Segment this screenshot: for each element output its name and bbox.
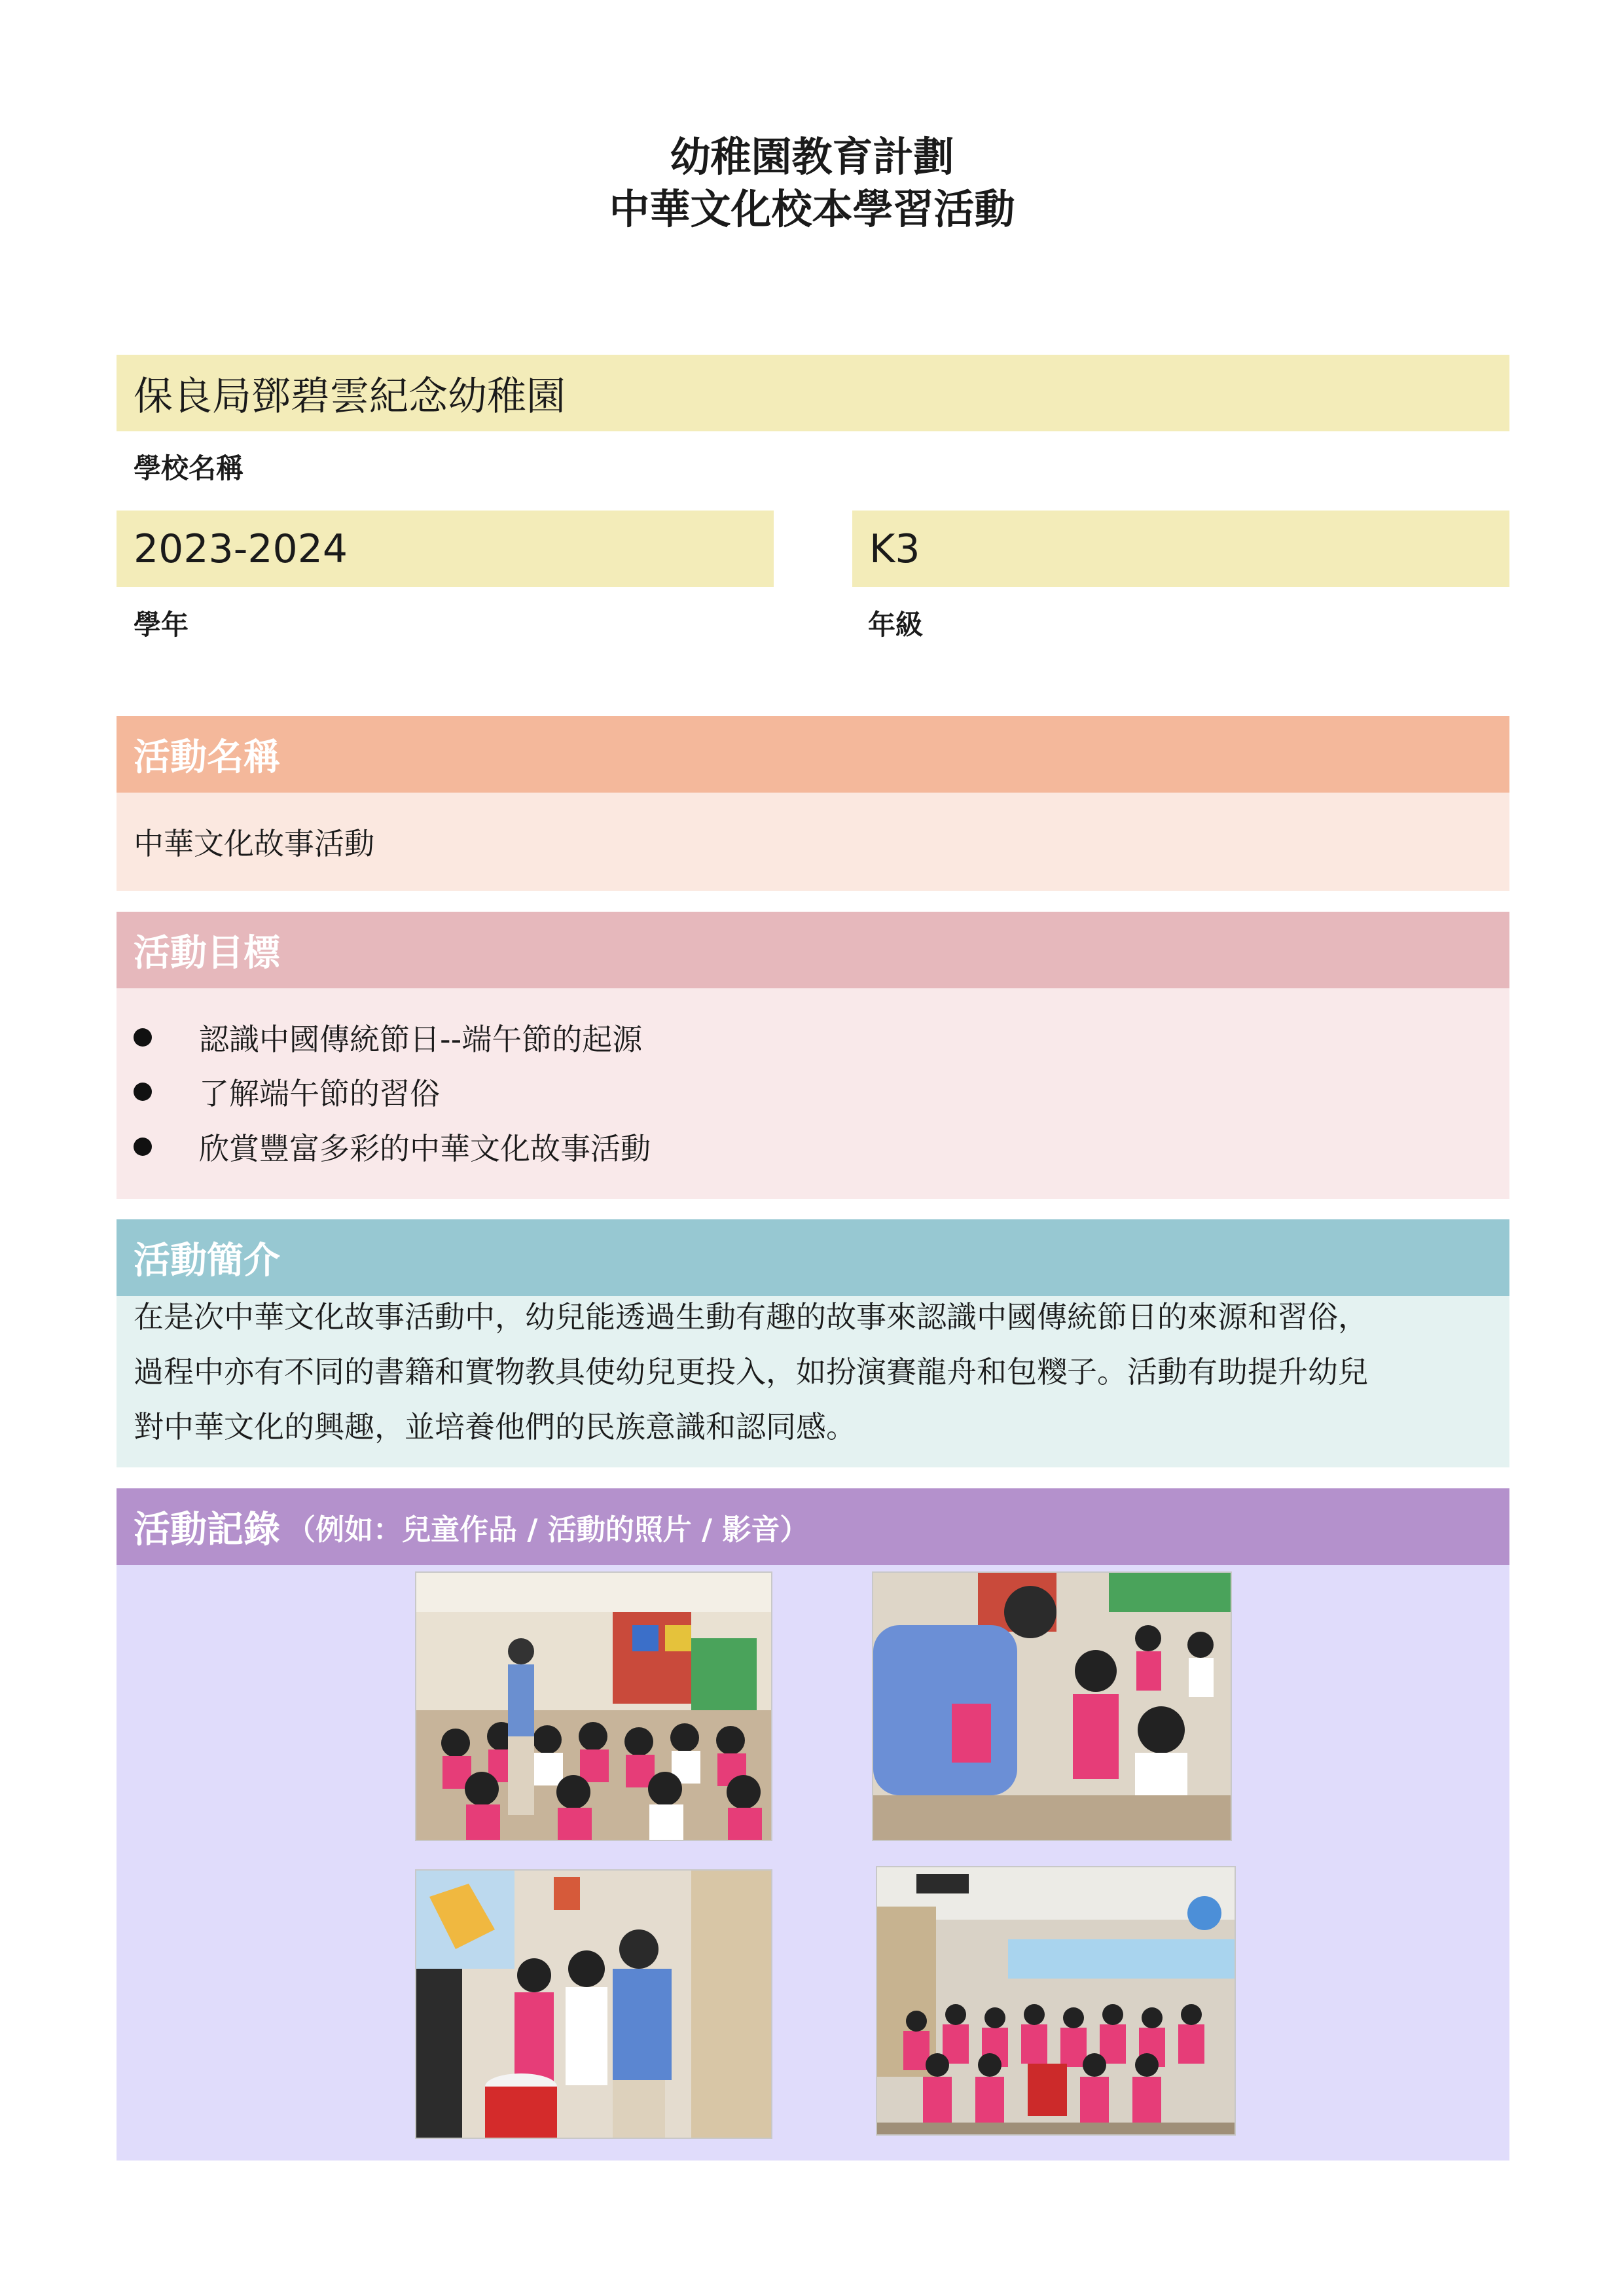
- bullet-icon: [134, 1138, 152, 1156]
- school-name-field: [117, 355, 1509, 431]
- records-header: [117, 1488, 1509, 1565]
- bullet-icon: [134, 1083, 152, 1101]
- activity-name-value: 中華文化故事活動: [134, 826, 374, 861]
- school-name-value: 保良局鄧碧雲紀念幼稚園: [134, 373, 566, 420]
- intro-body: [117, 1296, 1509, 1467]
- grade-label: 年級: [868, 609, 924, 641]
- intro-line-2: 過程中亦有不同的書籍和實物教具使幼兒更投入，如扮演賽龍舟和包糭子。活動有助提升幼兒: [134, 1354, 1368, 1390]
- activity-name-body: [117, 793, 1509, 891]
- objective-item: [117, 1121, 651, 1173]
- intro-header: [117, 1219, 1509, 1296]
- objective-text: 欣賞豐富多彩的中華文化故事活動: [199, 1131, 651, 1166]
- page-title-line2: 中華文化校本學習活動: [609, 185, 1015, 233]
- activity-name-header-text: 活動名稱: [134, 736, 280, 779]
- records-subheader-text: （例如：兒童作品 / 活動的照片 / 影音）: [287, 1513, 809, 1547]
- activity-name-header: [117, 716, 1509, 793]
- objective-item: [117, 1066, 440, 1118]
- intro-header-text: 活動簡介: [134, 1239, 280, 1282]
- activity-photo-3: [415, 1869, 772, 2139]
- objective-item: [117, 1011, 642, 1064]
- intro-line-3: 對中華文化的興趣，並培養他們的民族意識和認同感。: [134, 1409, 856, 1444]
- school-name-label: 學校名稱: [134, 452, 244, 484]
- objectives-header-text: 活動目標: [134, 931, 280, 975]
- records-header-text: 活動記錄: [134, 1508, 280, 1551]
- objectives-list: [117, 988, 1509, 1199]
- activity-photo-1: [415, 1571, 772, 1841]
- grade-value: K3: [869, 526, 920, 572]
- objective-text: 認識中國傳統節日--端午節的起源: [199, 1022, 643, 1057]
- objective-text: 了解端午節的習俗: [199, 1076, 440, 1111]
- school-year-value: 2023-2024: [134, 526, 348, 572]
- page-title-line1: 幼稚園教育計劃: [670, 133, 954, 181]
- activity-photo-2: [872, 1571, 1232, 1841]
- grade-field: [852, 511, 1509, 587]
- records-body: [117, 1565, 1509, 2161]
- activity-photo-4: [876, 1866, 1236, 2136]
- school-year-label: 學年: [134, 609, 189, 641]
- bullet-icon: [134, 1028, 152, 1047]
- intro-line-1: 在是次中華文化故事活動中，幼兒能透過生動有趣的故事來認識中國傳統節日的來源和習俗，: [134, 1299, 1368, 1335]
- school-year-field: [117, 511, 774, 587]
- objectives-header: [117, 912, 1509, 988]
